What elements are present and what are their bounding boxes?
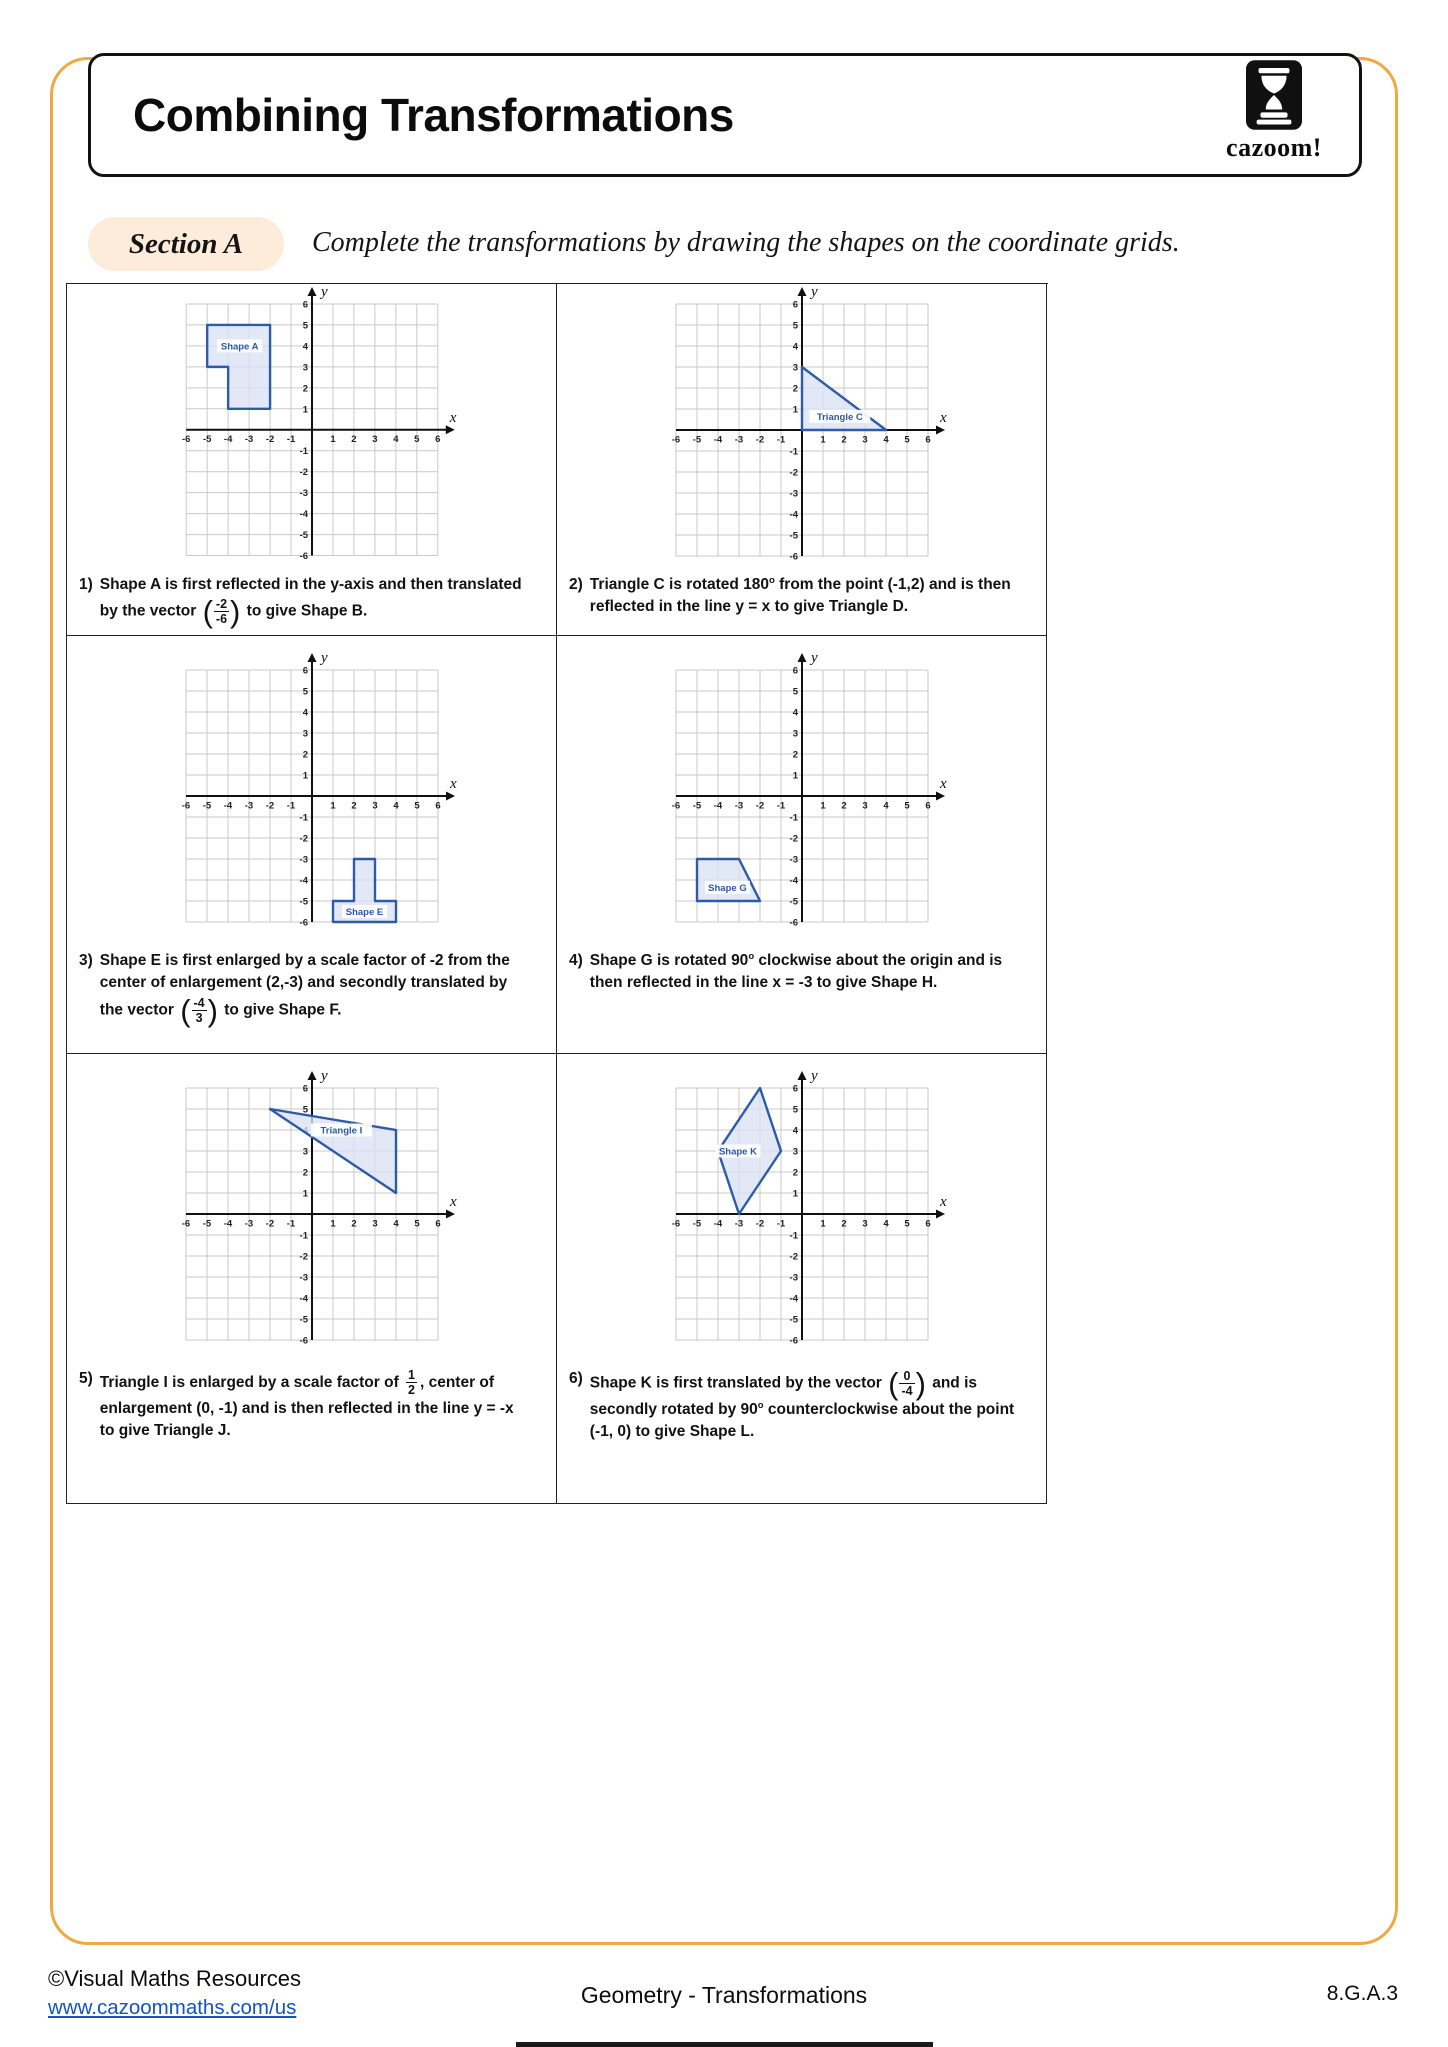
y-tick-label: -6 <box>299 551 308 563</box>
x-tick-label: -5 <box>202 1218 211 1230</box>
question-number: 3) <box>79 952 93 969</box>
y-tick-label: -2 <box>299 467 308 479</box>
x-tick-label: -6 <box>671 1218 680 1230</box>
y-axis-label: y <box>810 1068 818 1084</box>
y-tick-label: -4 <box>299 1293 308 1305</box>
y-tick-label: 5 <box>302 320 308 332</box>
x-tick-label: 5 <box>903 434 910 446</box>
question-text: 6) Shape K is first translated by the vector ( 0 -4 ) and is secondly rotated by 90$^o$ counterclockwise about the point (-1, 0) to give Shape L. <box>557 1366 1046 1452</box>
y-tick-label: -4 <box>299 509 308 521</box>
coordinate-grid <box>156 650 468 938</box>
y-tick-label: -3 <box>789 854 798 866</box>
y-tick-label: 5 <box>792 1104 798 1116</box>
y-axis-label: y <box>810 284 818 300</box>
x-tick-label: -1 <box>776 800 785 812</box>
x-tick-label: 2 <box>350 1218 357 1230</box>
shape-polygon <box>697 859 760 901</box>
x-tick-label: -4 <box>713 1218 722 1230</box>
x-axis-label: x <box>939 1194 947 1210</box>
y-axis-arrow-icon <box>797 287 806 296</box>
x-tick-label: -2 <box>755 434 764 446</box>
x-tick-label: 5 <box>413 1218 420 1230</box>
x-tick-label: 1 <box>819 1218 826 1230</box>
x-tick-label: -3 <box>244 1218 253 1230</box>
x-tick-label: 4 <box>882 1218 889 1230</box>
y-tick-label: -5 <box>299 896 308 908</box>
x-tick-label: -4 <box>223 1218 232 1230</box>
next-page-edge <box>516 2042 933 2047</box>
question-number: 1) <box>79 575 93 593</box>
x-tick-label: 3 <box>371 800 378 812</box>
x-tick-label: 2 <box>350 434 357 446</box>
y-axis-arrow-icon <box>307 653 316 662</box>
question-number: 5) <box>79 1370 93 1387</box>
question-number: 4) <box>569 952 583 969</box>
shape-label: Shape G <box>707 882 747 894</box>
y-tick-label: -1 <box>299 812 308 824</box>
y-tick-label: -1 <box>299 446 308 458</box>
x-axis-arrow-icon <box>936 792 945 801</box>
x-axis-label: x <box>449 776 457 792</box>
x-tick-label: 6 <box>924 434 931 446</box>
y-tick-label: 6 <box>302 665 308 677</box>
y-tick-label: 4 <box>792 341 798 353</box>
y-tick-label: -3 <box>789 1272 798 1284</box>
column-vector: ( -4 3 ) <box>180 992 218 1028</box>
x-tick-label: 6 <box>924 1218 931 1230</box>
y-tick-label: 1 <box>302 1188 308 1200</box>
y-tick-label: -3 <box>789 488 798 500</box>
y-tick-label: 6 <box>302 299 308 311</box>
y-tick-label: 5 <box>792 686 798 698</box>
x-tick-label: -5 <box>692 800 701 812</box>
y-tick-label: -6 <box>789 917 798 929</box>
y-tick-label: -1 <box>789 446 798 458</box>
y-tick-label: -5 <box>789 896 798 908</box>
y-tick-label: -4 <box>299 875 308 887</box>
x-tick-label: -1 <box>776 1218 785 1230</box>
x-axis-arrow-icon <box>936 1210 945 1219</box>
y-tick-label: 3 <box>792 362 798 374</box>
x-tick-label: 4 <box>882 800 889 812</box>
y-tick-label: -2 <box>789 467 798 479</box>
y-tick-label: -5 <box>789 530 798 542</box>
x-tick-label: -5 <box>692 434 701 446</box>
y-tick-label: 1 <box>302 404 308 416</box>
problem-cell-4 <box>557 636 1047 1054</box>
y-tick-label: 6 <box>792 665 798 677</box>
y-tick-label: 2 <box>792 383 798 395</box>
problem-cell-6 <box>557 1054 1047 1504</box>
y-tick-label: -1 <box>789 1230 798 1242</box>
x-tick-label: 1 <box>819 800 826 812</box>
y-tick-label: -6 <box>789 551 798 563</box>
x-tick-label: 3 <box>861 434 868 446</box>
x-tick-label: 6 <box>434 800 441 812</box>
y-tick-label: 4 <box>792 707 798 719</box>
x-tick-label: 2 <box>840 1218 847 1230</box>
y-tick-label: 2 <box>302 1167 308 1179</box>
y-tick-label: 3 <box>302 728 308 740</box>
x-tick-label: 1 <box>329 434 336 446</box>
x-tick-label: 2 <box>350 800 357 812</box>
x-tick-label: 3 <box>371 434 378 446</box>
y-tick-label: 3 <box>302 1146 308 1158</box>
coordinate-grid <box>156 284 468 572</box>
x-tick-label: 4 <box>392 434 399 446</box>
x-tick-label: -5 <box>202 800 211 812</box>
y-tick-label: 1 <box>792 770 798 782</box>
x-tick-label: -6 <box>671 434 680 446</box>
y-tick-label: 1 <box>302 770 308 782</box>
problem-cell-1 <box>67 284 557 636</box>
x-tick-label: -3 <box>734 1218 743 1230</box>
y-tick-label: 3 <box>792 1146 798 1158</box>
x-tick-label: 3 <box>371 1218 378 1230</box>
footer-topic: Geometry - Transformations <box>580 1982 868 2008</box>
question-text: 3) Shape E is first enlarged by a scale factor of -2 from the center of enlargement (2,-3) and secondly translated by the vector ( -4 3 ) to give Shape F. <box>79 952 510 1028</box>
y-tick-label: 3 <box>302 362 308 374</box>
section-label: Section A <box>88 217 284 271</box>
standard-code: 8.G.A.3 <box>1326 1982 1398 2005</box>
coordinate-grid <box>156 1068 468 1356</box>
question-text: 5) Triangle I is enlarged by a scale factor of 1 2 , center of enlargement (0, -1) and is then reflected in the line y = -x to give Triangle J. <box>67 1366 556 1451</box>
shape-label: Shape K <box>718 1146 757 1158</box>
x-axis-arrow-icon <box>445 425 454 434</box>
x-axis-label: x <box>939 410 947 426</box>
website-link[interactable]: www.cazoommaths.com/us <box>48 1996 297 2019</box>
x-tick-label: -5 <box>692 1218 701 1230</box>
x-tick-label: 6 <box>434 434 440 446</box>
x-tick-label: -3 <box>734 434 743 446</box>
y-axis-arrow-icon <box>307 287 316 296</box>
y-tick-label: -2 <box>789 1251 798 1263</box>
y-tick-label: -1 <box>299 1230 308 1242</box>
x-tick-label: -4 <box>223 434 232 446</box>
y-axis-label: y <box>320 1068 328 1084</box>
page-title: Combining Transformations <box>133 89 734 141</box>
y-tick-label: -4 <box>789 509 798 521</box>
x-tick-label: -6 <box>181 1218 190 1230</box>
y-axis-arrow-icon <box>797 653 806 662</box>
y-tick-label: -5 <box>299 530 308 542</box>
y-tick-label: -5 <box>789 1314 798 1326</box>
y-tick-label: -3 <box>299 1272 308 1284</box>
x-tick-label: -4 <box>713 800 722 812</box>
y-tick-label: -6 <box>789 1335 798 1347</box>
x-axis-arrow-icon <box>446 1210 455 1219</box>
x-tick-label: -1 <box>776 434 785 446</box>
y-tick-label: -5 <box>299 1314 308 1326</box>
y-tick-label: -2 <box>299 1251 308 1263</box>
shape-label: Shape A <box>220 341 258 353</box>
coordinate-grid <box>646 650 958 938</box>
x-axis-arrow-icon <box>936 426 945 435</box>
y-axis-arrow-icon <box>307 1071 316 1080</box>
fraction: 1 2 <box>408 1368 415 1398</box>
x-tick-label: -4 <box>713 434 722 446</box>
y-tick-label: 1 <box>792 404 798 416</box>
x-tick-label: -5 <box>202 434 211 446</box>
brand-name: cazoom! <box>1226 133 1322 162</box>
x-tick-label: -1 <box>286 434 295 446</box>
y-tick-label: 2 <box>302 383 308 395</box>
question-text: 4) Shape G is rotated 90$^o$ clockwise about the origin and is then reflected in the line x = -3 to give Shape H. <box>557 948 1046 1003</box>
y-tick-label: -4 <box>789 1293 798 1305</box>
y-tick-label: 4 <box>302 341 308 353</box>
x-tick-label: 2 <box>840 434 847 446</box>
coordinate-grid <box>646 284 958 572</box>
shape-polygon <box>207 325 270 409</box>
x-tick-label: -2 <box>265 434 274 446</box>
y-tick-label: -4 <box>789 875 798 887</box>
cazoom-logo-icon <box>1246 60 1302 130</box>
x-tick-label: 4 <box>392 1218 399 1230</box>
y-tick-label: -6 <box>299 1335 308 1347</box>
x-tick-label: -2 <box>755 800 764 812</box>
shape-label: Triangle C <box>816 411 863 423</box>
x-tick-label: -6 <box>181 434 190 446</box>
section-instruction: Complete the transformations by drawing the shapes on the coordinate grids. <box>312 227 1180 258</box>
x-axis-arrow-icon <box>446 792 455 801</box>
y-tick-label: -6 <box>299 917 308 929</box>
questions-table <box>66 283 1048 1504</box>
x-tick-label: 5 <box>903 800 910 812</box>
y-tick-label: 5 <box>302 686 308 698</box>
coordinate-grid <box>646 1068 958 1356</box>
y-axis-label: y <box>320 284 328 300</box>
x-tick-label: -1 <box>286 800 295 812</box>
x-tick-label: 1 <box>329 1218 336 1230</box>
header <box>88 53 1362 177</box>
y-tick-label: -3 <box>299 488 308 500</box>
x-tick-label: 5 <box>413 434 419 446</box>
y-tick-label: 5 <box>792 320 798 332</box>
question-text: 2) Triangle C is rotated 180$^o$ from the point (-1,2) and is then reflected in the line y = x to give Triangle D. <box>557 572 1046 627</box>
x-tick-label: -4 <box>223 800 232 812</box>
column-vector: ( 0 -4 ) <box>888 1366 926 1401</box>
x-tick-label: 1 <box>329 800 336 812</box>
y-tick-label: 4 <box>792 1125 798 1137</box>
y-tick-label: 5 <box>302 1104 308 1116</box>
x-tick-label: 5 <box>413 800 420 812</box>
question-text: 1) Shape A is first reflected in the y-axis and then translated by the vector ( -2 -6 ) to give Shape B. <box>79 575 522 629</box>
shape-label: Triangle I <box>320 1125 362 1137</box>
x-tick-label: -2 <box>265 800 274 812</box>
x-tick-label: -3 <box>734 800 743 812</box>
problem-cell-3 <box>67 636 557 1054</box>
x-tick-label: 1 <box>819 434 826 446</box>
brand <box>1215 60 1333 163</box>
x-tick-label: 4 <box>882 434 889 446</box>
x-tick-label: 5 <box>903 1218 910 1230</box>
problem-cell-5 <box>67 1054 557 1504</box>
y-tick-label: -3 <box>299 854 308 866</box>
x-tick-label: -2 <box>265 1218 274 1230</box>
x-tick-label: -6 <box>671 800 680 812</box>
question-number: 2) <box>569 576 583 593</box>
x-tick-label: -6 <box>181 800 190 812</box>
y-tick-label: 3 <box>792 728 798 740</box>
y-tick-label: 6 <box>792 1083 798 1095</box>
y-tick-label: -1 <box>789 812 798 824</box>
y-tick-label: 2 <box>302 749 308 761</box>
x-tick-label: -3 <box>244 800 253 812</box>
y-tick-label: 2 <box>792 1167 798 1179</box>
x-axis-label: x <box>939 776 947 792</box>
shape-label: Shape E <box>345 907 383 918</box>
x-axis-label: x <box>449 1194 457 1210</box>
footer <box>0 1962 1448 2040</box>
y-tick-label: -2 <box>789 833 798 845</box>
x-tick-label: 3 <box>861 1218 868 1230</box>
y-tick-label: 4 <box>302 707 308 719</box>
y-axis-label: y <box>810 650 818 666</box>
copyright-text: ©Visual Maths Resources <box>48 1966 302 1991</box>
y-tick-label: 1 <box>792 1188 798 1200</box>
y-tick-label: 6 <box>302 1083 308 1095</box>
x-tick-label: 4 <box>392 800 399 812</box>
x-tick-label: -3 <box>244 434 253 446</box>
x-tick-label: 3 <box>861 800 868 812</box>
problem-cell-2 <box>557 284 1047 636</box>
x-tick-label: -2 <box>755 1218 764 1230</box>
y-tick-label: -2 <box>299 833 308 845</box>
column-vector: ( -2 -6 ) <box>202 594 241 629</box>
x-tick-label: 6 <box>434 1218 441 1230</box>
y-axis-label: y <box>320 650 328 666</box>
y-axis-arrow-icon <box>797 1071 806 1080</box>
y-tick-label: 6 <box>792 299 798 311</box>
x-tick-label: 2 <box>840 800 847 812</box>
x-tick-label: 6 <box>924 800 931 812</box>
x-tick-label: -1 <box>286 1218 295 1230</box>
question-number: 6) <box>569 1370 583 1387</box>
y-tick-label: 2 <box>792 749 798 761</box>
x-axis-label: x <box>449 409 456 426</box>
